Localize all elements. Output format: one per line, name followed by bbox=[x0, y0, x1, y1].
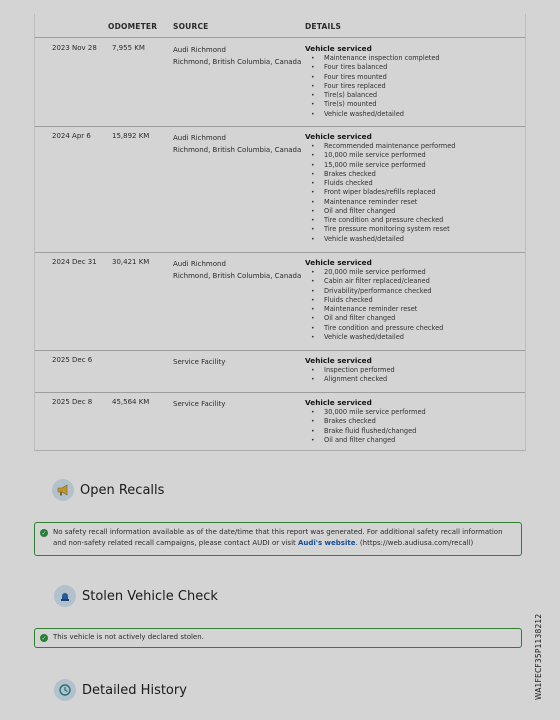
table-row bbox=[35, 392, 525, 450]
list-item: • Drivability/performance checked bbox=[305, 287, 520, 296]
list-item: • Inspection performed bbox=[305, 366, 520, 375]
list-item: • 20,000 mile service performed bbox=[305, 268, 520, 277]
details-title: Vehicle serviced bbox=[305, 356, 372, 365]
list-item: • Brakes checked bbox=[305, 170, 520, 179]
row-date: 2023 Nov 28 bbox=[52, 44, 97, 52]
source-name: Service Facility bbox=[173, 400, 226, 408]
list-item: • Maintenance inspection completed bbox=[305, 54, 520, 63]
row-source bbox=[173, 132, 301, 156]
details-list bbox=[305, 54, 520, 119]
list-item: • Tire condition and pressure checked bbox=[305, 324, 520, 333]
stolen-notice-text: This vehicle is not actively declared stolen. bbox=[53, 633, 204, 641]
source-location: Richmond, British Columbia, Canada bbox=[173, 272, 302, 280]
list-item: • Four tires mounted bbox=[305, 73, 520, 82]
row-date: 2025 Dec 8 bbox=[52, 398, 93, 406]
list-item: • Fluids checked bbox=[305, 179, 520, 188]
details-list bbox=[305, 268, 520, 342]
recalls-heading bbox=[52, 479, 164, 501]
list-item: • Maintenance reminder reset bbox=[305, 305, 520, 314]
history-icon bbox=[54, 679, 76, 701]
vin-number: WA1FECF35P1138212 bbox=[534, 613, 543, 700]
list-item: • Tire(s) balanced bbox=[305, 91, 520, 100]
row-source bbox=[173, 356, 225, 368]
details-title: Vehicle serviced bbox=[305, 258, 372, 267]
source-name: Audi Richmond bbox=[173, 46, 226, 54]
megaphone-icon bbox=[52, 479, 74, 501]
row-date: 2025 Dec 6 bbox=[52, 356, 93, 364]
details-title: Vehicle serviced bbox=[305, 398, 372, 407]
check-icon: ✓ bbox=[41, 634, 47, 642]
list-item: • Maintenance reminder reset bbox=[305, 198, 520, 207]
list-item: • Four tires replaced bbox=[305, 82, 520, 91]
list-item: • Fluids checked bbox=[305, 296, 520, 305]
list-item: • Brakes checked bbox=[305, 417, 520, 426]
list-item: • 30,000 mile service performed bbox=[305, 408, 520, 417]
details-list bbox=[305, 408, 520, 445]
row-source bbox=[173, 44, 301, 68]
details-list bbox=[305, 366, 520, 385]
table-row bbox=[35, 350, 525, 393]
details-title: Vehicle serviced bbox=[305, 132, 372, 141]
source-location: Richmond, British Columbia, Canada bbox=[173, 146, 302, 154]
history-heading bbox=[54, 679, 187, 701]
row-details bbox=[305, 44, 520, 119]
row-odometer: 7,955 KM bbox=[112, 44, 145, 52]
list-item: • Four tires balanced bbox=[305, 63, 520, 72]
list-item: • Tire condition and pressure checked bbox=[305, 216, 520, 225]
list-item: • Tire(s) mounted bbox=[305, 100, 520, 109]
list-item: • Alignment checked bbox=[305, 375, 520, 384]
row-date: 2024 Apr 6 bbox=[52, 132, 91, 140]
list-item: • Cabin air filter replaced/cleaned bbox=[305, 277, 520, 286]
list-item: • 15,000 mile service performed bbox=[305, 161, 520, 170]
history-table bbox=[34, 14, 526, 451]
details-list bbox=[305, 142, 520, 244]
table-row bbox=[35, 252, 525, 351]
row-odometer: 30,421 KM bbox=[112, 258, 150, 266]
row-source bbox=[173, 398, 225, 410]
list-item: • Vehicle washed/detailed bbox=[305, 333, 520, 342]
table-header bbox=[35, 14, 525, 38]
stolen-notice bbox=[34, 628, 522, 648]
list-item: • Brake fluid flushed/changed bbox=[305, 427, 520, 436]
list-item: • Oil and filter changed bbox=[305, 314, 520, 323]
row-details bbox=[305, 398, 520, 445]
list-item: • Vehicle washed/detailed bbox=[305, 235, 520, 244]
source-name: Audi Richmond bbox=[173, 260, 226, 268]
list-item: • Front wiper blades/refills replaced bbox=[305, 188, 520, 197]
row-date: 2024 Dec 31 bbox=[52, 258, 97, 266]
list-item: • Oil and filter changed bbox=[305, 207, 520, 216]
row-details bbox=[305, 356, 520, 385]
list-item: • Tire pressure monitoring system reset bbox=[305, 225, 520, 234]
row-source bbox=[173, 258, 301, 282]
history-title: Detailed History bbox=[82, 682, 187, 698]
header-source: SOURCE bbox=[173, 22, 209, 31]
table-row bbox=[35, 126, 525, 253]
row-odometer: 15,892 KM bbox=[112, 132, 150, 140]
audi-website-link[interactable]: Audi's website bbox=[298, 539, 356, 547]
recall-notice-text: No safety recall information available as of the date/time that this report was generated. For additional safety recall information and non-safety related recall campaigns, please contact AUDI or visit Audi's website. (https://web.audiusa.com/recall) bbox=[53, 528, 503, 547]
police-light-icon bbox=[54, 585, 76, 607]
stolen-title: Stolen Vehicle Check bbox=[82, 588, 218, 604]
source-location: Richmond, British Columbia, Canada bbox=[173, 58, 302, 66]
stolen-heading bbox=[54, 585, 218, 607]
recalls-title: Open Recalls bbox=[80, 482, 165, 498]
check-icon: ✓ bbox=[41, 529, 47, 537]
row-details bbox=[305, 132, 520, 244]
list-item: • Oil and filter changed bbox=[305, 436, 520, 445]
row-details bbox=[305, 258, 520, 342]
list-item: • 10,000 mile service performed bbox=[305, 151, 520, 160]
list-item: • Vehicle washed/detailed bbox=[305, 110, 520, 119]
source-name: Service Facility bbox=[173, 358, 226, 366]
header-details: DETAILS bbox=[305, 22, 342, 31]
details-title: Vehicle serviced bbox=[305, 44, 372, 53]
table-row bbox=[35, 38, 525, 127]
list-item: • Recommended maintenance performed bbox=[305, 142, 520, 151]
row-odometer: 45,564 KM bbox=[112, 398, 150, 406]
recall-notice bbox=[34, 522, 522, 556]
source-name: Audi Richmond bbox=[173, 134, 226, 142]
header-odometer: ODOMETER bbox=[108, 22, 158, 31]
